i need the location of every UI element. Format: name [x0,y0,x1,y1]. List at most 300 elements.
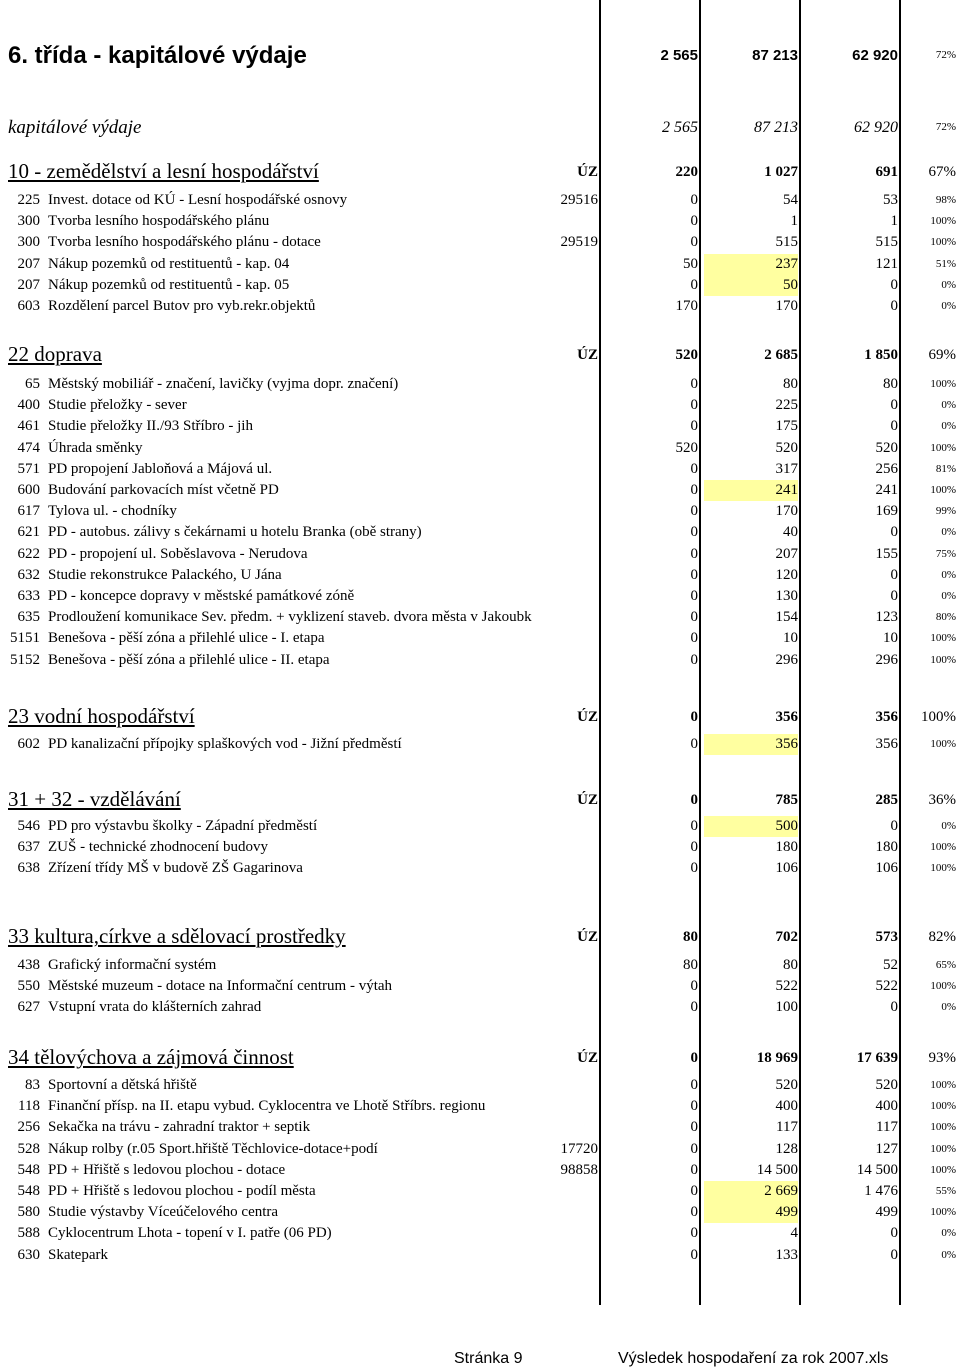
row-label: Studie rekonstrukce Palackého, U Jána [48,566,282,583]
row-label: Sekačka na trávu - zahradní traktor + septik [48,1119,311,1136]
section-total-c3: 573 [875,929,898,945]
table-row [0,459,960,480]
table-row [0,416,960,437]
row-value-c1: 0 [690,860,698,877]
row-ref [520,211,598,232]
row-value-c2: 130 [775,588,798,604]
table-row [0,1117,960,1138]
row-value-c2: 520 [775,439,798,456]
row-value-c1: 520 [675,439,698,456]
row-code: 256 [17,1119,40,1136]
header-total-pct: 72% [935,49,956,61]
row-code: 580 [17,1204,40,1221]
row-pct: 51% [935,257,956,270]
row-pct: 0% [941,568,956,581]
row-value-c3: 520 [875,439,898,456]
row-code: 622 [17,545,40,562]
row-value-c1: 0 [690,609,698,626]
section-uz: ÚZ [577,929,598,945]
page-header [0,42,960,70]
row-pct: 100% [930,1163,956,1176]
row-value-c2: 522 [775,978,798,995]
row-pct: 0% [941,1248,956,1261]
row-value-c2: 175 [775,418,798,435]
row-value-c1: 170 [675,298,698,314]
table-row [0,1096,960,1117]
row-pct: 100% [930,653,956,666]
row-value-c2: 117 [776,1119,798,1136]
row-label: PD + Hřiště s ledovou plochou - podíl města [48,1183,316,1199]
row-label: Městský mobiliář - značení, lavičky (vyjma dopr. značení) [48,376,399,392]
row-pct: 100% [930,1079,956,1091]
row-pct: 100% [930,484,956,496]
table-row [0,976,960,997]
row-code: 548 [17,1161,40,1178]
row-value-c3: 155 [875,545,898,562]
section-total-c3: 691 [875,164,898,180]
row-value-c2: 133 [775,1246,798,1263]
row-code: 461 [17,418,40,435]
row-value-c2: 296 [775,651,798,668]
row-code: 627 [17,999,40,1016]
row-pct: 0% [941,300,956,312]
row-label: Benešova - pěší zóna a přilehlé ulice - II. etapa [48,651,330,668]
row-ref [520,976,598,997]
table-row [0,374,960,395]
row-pct: 98% [935,194,956,206]
table-row [0,544,960,565]
row-pct: 0% [941,590,956,602]
row-ref [520,816,598,837]
row-label: Městské muzeum - dotace na Informační centrum - výtah [48,978,393,995]
row-pct: 100% [930,632,956,645]
row-code: 438 [17,957,40,973]
row-value-c3: 296 [875,651,898,668]
row-label: Nákup pozemků od restituentů - kap. 05 [48,276,290,293]
section-total-c1: 0 [690,709,698,725]
row-ref [520,997,598,1018]
row-value-c2: 80 [783,376,798,392]
row-code: 638 [17,860,40,877]
row-value-c1: 0 [690,524,698,541]
row-value-c3: 0 [890,1246,898,1263]
footer-file: Výsledek hospodaření za rok 2007.xls [618,1350,889,1367]
row-label: Nákup pozemků od restituentů - kap. 04 [48,255,290,272]
row-ref [520,1223,598,1244]
row-code: 5152 [10,651,40,668]
table-row [0,190,960,211]
table-row [0,628,960,649]
row-ref [520,459,598,480]
row-label: Budování parkovacích míst včetně PD [48,482,279,498]
row-label: Studie výstavby Víceúčelového centra [48,1204,279,1221]
table-row [0,254,960,275]
row-pct: 100% [930,1100,956,1113]
row-pct: 65% [935,959,956,971]
row-value-c3: 0 [890,276,898,293]
row-value-c3: 121 [875,255,898,272]
table-row [0,1223,960,1244]
row-ref [520,438,598,459]
row-ref [520,544,598,565]
row-label: Finanční přísp. na II. etapu vybud. Cyklocentra ve Lhotě Stříbrs. regionu [48,1098,486,1115]
row-label: Nákup rolby (r.05 Sport.hřiště Těchlovice-dotace+podí [48,1140,378,1157]
table-row [0,734,960,755]
section-total-c3: 1 850 [864,347,898,363]
table-row [0,1245,960,1266]
table-row [0,1202,960,1223]
row-value-c3: 0 [890,588,898,604]
section-total-pct: 100% [921,709,956,725]
row-pct: 100% [930,841,956,854]
row-value-c3: 117 [876,1119,898,1136]
section-uz: ÚZ [577,792,598,808]
section-total-pct: 93% [928,1050,956,1066]
row-ref [520,837,598,858]
row-code: 300 [17,213,40,230]
row-ref [520,374,598,395]
table-row [0,211,960,232]
table-row [0,522,960,543]
sub-header-title: kapitálové výdaje [8,117,142,138]
row-value-c2: 520 [775,1077,798,1093]
section-total-c1: 220 [675,164,698,180]
row-label: Tylova ul. - chodníky [48,503,177,520]
row-value-c1: 0 [690,1204,698,1221]
table-row [0,438,960,459]
row-value-c2: 120 [775,566,798,583]
row-pct: 100% [930,1206,956,1219]
row-pct: 75% [935,547,956,560]
section-uz: ÚZ [577,164,598,180]
row-value-c2: 154 [775,609,798,626]
row-value-c2: 14 500 [756,1161,798,1178]
section-header [0,1043,960,1071]
row-label: Cyklocentrum Lhota - topení v I. patře (06 PD) [48,1225,332,1242]
row-value-c1: 0 [690,630,698,647]
row-label: Zřízení třídy MŠ v budově ZŠ Gagarinova [48,860,303,877]
table-row [0,565,960,586]
section-title: 22 doprava [8,342,102,366]
row-code: 632 [17,566,40,583]
table-row [0,1075,960,1096]
row-pct: 0% [941,526,956,539]
row-value-c2: 500 [704,816,798,837]
row-ref [520,480,598,501]
row-value-c1: 0 [690,839,698,856]
row-ref [520,1096,598,1117]
row-value-c3: 169 [875,503,898,520]
row-value-c3: 400 [875,1098,898,1115]
row-ref [520,522,598,543]
row-value-c3: 0 [890,418,898,435]
section-uz: ÚZ [577,709,598,725]
row-ref [520,1202,598,1223]
row-code: 5151 [10,630,40,647]
row-label: PD - koncepce dopravy v městské památkové zóně [48,588,355,604]
row-value-c2: 54 [783,192,798,208]
row-value-c2: 100 [775,999,798,1016]
row-code: 637 [17,839,40,856]
header-total-c2: 87 213 [752,47,798,64]
row-value-c1: 0 [690,503,698,520]
row-value-c1: 0 [690,213,698,230]
row-ref [520,858,598,879]
row-value-c2: 50 [704,275,798,296]
row-label: PD kanalizační přípojky splaškových vod - Jižní předměstí [48,736,402,752]
table-row [0,1139,960,1160]
section-total-c2: 785 [775,792,798,808]
row-ref [520,275,598,296]
section-header [0,922,960,950]
row-code: 600 [17,482,40,498]
section-total-c3: 356 [875,709,898,725]
sub-total-c2: 87 213 [754,119,798,136]
row-value-c3: 515 [875,234,898,251]
row-ref [520,734,598,755]
row-ref [520,1245,598,1266]
row-value-c1: 0 [690,1225,698,1242]
section-total-c2: 1 027 [764,164,798,180]
row-pct: 55% [935,1185,956,1197]
section-total-c1: 0 [690,792,698,808]
table-row [0,955,960,976]
row-value-c1: 0 [690,818,698,834]
row-code: 65 [25,376,40,392]
row-ref [520,607,598,628]
row-label: Rozdělení parcel Butov pro vyb.rekr.objektů [48,298,316,314]
sub-total-c1: 2 565 [662,119,698,136]
section-total-pct: 67% [928,164,956,180]
row-value-c3: 0 [890,1225,898,1242]
section-total-c3: 17 639 [856,1050,898,1066]
row-value-c3: 180 [875,839,898,856]
table-row [0,232,960,253]
row-value-c1: 0 [690,192,698,208]
section-header [0,157,960,185]
row-code: 528 [17,1140,40,1157]
row-pct: 0% [941,420,956,433]
row-label: PD + Hřiště s ledovou plochou - dotace [48,1161,286,1178]
section-header [0,785,960,813]
row-code: 621 [17,524,40,541]
row-label: PD pro výstavbu školky - Západní předměstí [48,818,318,834]
row-pct: 0% [941,399,956,412]
row-code: 588 [17,1225,40,1242]
row-value-c2: 180 [775,839,798,856]
section-title: 23 vodní hospodářství [8,704,195,728]
row-value-c2: 356 [704,734,798,755]
row-ref [520,1075,598,1096]
row-value-c3: 1 [890,213,898,230]
row-label: Skatepark [48,1246,108,1263]
row-value-c1: 0 [690,397,698,414]
row-value-c1: 0 [690,588,698,604]
row-label: Tvorba lesního hospodářského plánu - dotace [48,234,321,251]
section-header [0,340,960,368]
table-row [0,858,960,879]
row-pct: 100% [930,738,956,750]
footer-page: Stránka 9 [454,1350,523,1367]
row-label: PD propojení Jabloňová a Májová ul. [48,460,273,477]
row-value-c1: 0 [690,999,698,1016]
row-value-c1: 0 [690,460,698,477]
section-total-c1: 0 [690,1050,698,1066]
row-value-c2: 241 [704,480,798,501]
section-title: 10 - zemědělství a lesní hospodářství [8,159,319,183]
row-value-c2: 400 [775,1098,798,1115]
row-value-c3: 256 [875,460,898,477]
section-title: 31 + 32 - vzdělávání [8,787,181,811]
section-total-c3: 285 [875,792,898,808]
row-code: 400 [17,397,40,414]
row-code: 635 [17,609,40,626]
row-code: 571 [17,460,40,477]
row-value-c1: 0 [690,1183,698,1199]
row-label: ZUŠ - technické zhodnocení budovy [48,839,268,856]
row-value-c3: 241 [875,482,898,498]
section-header [0,702,960,730]
row-value-c3: 356 [875,736,898,752]
row-label: Úhrada směnky [48,439,143,456]
header-total-c1: 2 565 [660,47,698,64]
section-title: 33 kultura,církve a sdělovací prostředky [8,924,346,948]
row-pct: 100% [930,378,956,390]
row-ref [520,416,598,437]
row-label: Studie přeložky II./93 Stříbro - jih [48,418,253,435]
row-value-c3: 53 [883,192,898,208]
row-value-c2: 170 [775,503,798,520]
row-pct: 100% [930,215,956,228]
row-code: 225 [17,192,40,208]
row-code: 207 [17,276,40,293]
row-code: 546 [17,818,40,834]
row-ref: 29519 [560,234,598,251]
row-value-c1: 0 [690,736,698,752]
row-value-c2: 225 [775,397,798,414]
row-value-c3: 520 [875,1077,898,1093]
row-value-c1: 0 [690,276,698,293]
row-value-c2: 2 669 [704,1181,798,1202]
section-total-c2: 2 685 [764,347,798,363]
table-row [0,275,960,296]
table-row [0,607,960,628]
row-value-c2: 1 [790,213,798,230]
row-value-c1: 0 [690,234,698,251]
row-value-c2: 80 [783,957,798,973]
row-value-c3: 14 500 [856,1161,898,1178]
row-label: Prodloužení komunikace Sev. předm. + vyklizení staveb. dvora města v Jakoubk [48,609,532,626]
row-code: 630 [17,1246,40,1263]
row-label: Studie přeložky - sever [48,397,187,414]
row-value-c2: 4 [790,1225,798,1242]
row-value-c3: 0 [890,999,898,1016]
row-pct: 0% [941,278,956,291]
row-pct: 100% [930,441,956,454]
row-value-c1: 0 [690,418,698,435]
row-pct: 80% [935,611,956,624]
row-value-c1: 0 [690,1077,698,1093]
row-label: PD - autobus. zálivy s čekárnami u hotelu Branka (obě strany) [48,524,422,541]
row-value-c3: 0 [890,566,898,583]
row-ref [520,565,598,586]
row-code: 83 [25,1077,40,1093]
table-row [0,1160,960,1181]
row-ref [520,586,598,607]
row-value-c2: 317 [775,460,798,477]
section-uz: ÚZ [577,347,598,363]
row-value-c3: 0 [890,298,898,314]
table-row [0,650,960,671]
row-code: 548 [17,1183,40,1199]
row-code: 617 [17,503,40,520]
row-value-c1: 0 [690,482,698,498]
row-pct: 0% [941,820,956,832]
row-pct: 99% [935,505,956,518]
row-value-c1: 0 [690,1161,698,1178]
table-row [0,1181,960,1202]
row-value-c3: 10 [883,630,898,647]
section-total-c1: 520 [675,347,698,363]
row-code: 633 [17,588,40,604]
row-pct: 100% [930,1142,956,1155]
row-value-c1: 80 [683,957,698,973]
row-value-c3: 0 [890,397,898,414]
row-value-c1: 0 [690,566,698,583]
sub-header [0,115,960,141]
table-row [0,816,960,837]
row-label: Vstupní vrata do klášterních zahrad [48,999,262,1016]
row-label: Tvorba lesního hospodářského plánu [48,213,270,230]
row-value-c3: 522 [875,978,898,995]
row-value-c1: 0 [690,651,698,668]
row-value-c3: 52 [883,957,898,973]
section-title: 34 tělovýchova a zájmová činnost [8,1045,294,1069]
sub-total-c3: 62 920 [854,119,898,136]
row-ref [520,650,598,671]
row-value-c3: 1 476 [864,1183,898,1199]
row-label: Grafický informační systém [48,957,217,973]
row-pct: 100% [930,980,956,993]
row-pct: 100% [930,862,956,875]
section-total-c2: 18 969 [756,1050,798,1066]
row-value-c1: 0 [690,1098,698,1115]
row-label: Sportovní a dětská hřiště [48,1077,197,1093]
section-total-c1: 80 [683,929,698,945]
row-ref [520,955,598,976]
table-row [0,296,960,317]
row-value-c1: 0 [690,978,698,995]
row-value-c2: 128 [775,1140,798,1157]
row-value-c1: 50 [683,255,698,272]
row-code: 602 [17,736,40,752]
row-ref [520,1117,598,1138]
row-code: 603 [17,298,40,314]
row-label: Invest. dotace od KÚ - Lesní hospodářské osnovy [48,192,348,208]
row-value-c3: 127 [875,1140,898,1157]
row-ref [520,296,598,317]
row-value-c1: 0 [690,1246,698,1263]
row-code: 550 [17,978,40,995]
row-ref [520,628,598,649]
table-row [0,586,960,607]
row-ref: 98858 [560,1161,598,1178]
row-value-c3: 123 [875,609,898,626]
row-value-c2: 237 [704,254,798,275]
table-row [0,501,960,522]
row-ref [520,501,598,522]
section-total-pct: 36% [928,792,956,808]
